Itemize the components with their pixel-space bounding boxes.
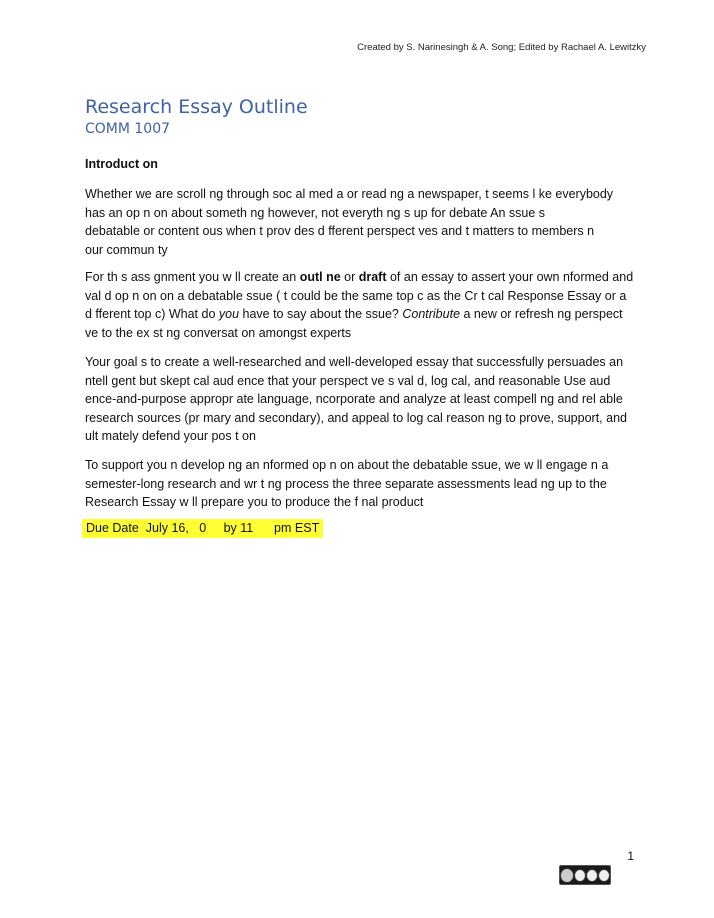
italic-contribute: Contribute (402, 307, 461, 322)
page-number: 1 (627, 849, 634, 863)
creative-commons-license-icon (559, 865, 611, 885)
text-run: a new or refresh ng perspect ve to the ex st ng conversat on amongst experts (85, 307, 623, 340)
paragraph-goal: Your goal s to create a well-researched and well-developed essay that successfully persuades an ntell gent but skept cal aud ence that your perspect ve s val d, log cal, and reasonable Use aud ence-and-purpose appropr ate language, ncorporate and analyze at least compell ng and rel able research sources (pr mary and secondary), and appeal to log cal reason ng to prove, support, and ult mately defend your pos t on (85, 355, 627, 444)
course-code: COMM 1007 (85, 121, 171, 137)
text-run: of an essay to assert your own nformed and val d op n on on a debatable ssue ( t could be the same top c as the Cr t cal Response Essay or a d fferent top c) What do (85, 270, 634, 322)
header-credit: Created by S. Narinesingh & A. Song; Edited by Rachael A. Lewitzky (357, 42, 646, 53)
document-title: Research Essay Outline (85, 96, 308, 118)
paragraph-line: Whether we are scroll ng through soc al med a or read ng a newspaper, t seems l ke everybody (85, 187, 614, 201)
italic-you: you (218, 307, 240, 322)
bold-draft: draft (358, 270, 387, 284)
paragraph-line: debatable or content ous when t prov des d fferent perspect ves and t matters to members n (85, 224, 595, 239)
sharealike-icon (598, 869, 610, 882)
paragraph-assignment (85, 268, 635, 342)
paragraph-intro (85, 185, 635, 259)
cc-icon (560, 868, 574, 883)
due-date-highlight: Due Date July 16, 0 by 11 pm EST (82, 519, 323, 538)
paragraph-line: has an op n on about someth ng however, not everyth ng s up for debate An ssue s (85, 205, 546, 220)
paragraph-support: To support you n develop ng an nformed op n on about the debatable ssue, we w ll engage n a semester-long research and wr t ng process the three separate assessments lead ng up to the Research Essay w ll prepare you to produce the f nal product (85, 458, 609, 510)
text-run: have to say about the ssue? (239, 307, 403, 322)
bold-outline: outl ne (299, 270, 341, 284)
paragraph-line: our commun ty (85, 242, 168, 257)
text-run: or (340, 270, 359, 284)
section-heading-introduction: Introduct on (85, 157, 158, 171)
noncommercial-icon (586, 869, 598, 882)
text-run: For th s ass gnment you w ll create an (85, 270, 300, 284)
attribution-icon (574, 869, 586, 882)
